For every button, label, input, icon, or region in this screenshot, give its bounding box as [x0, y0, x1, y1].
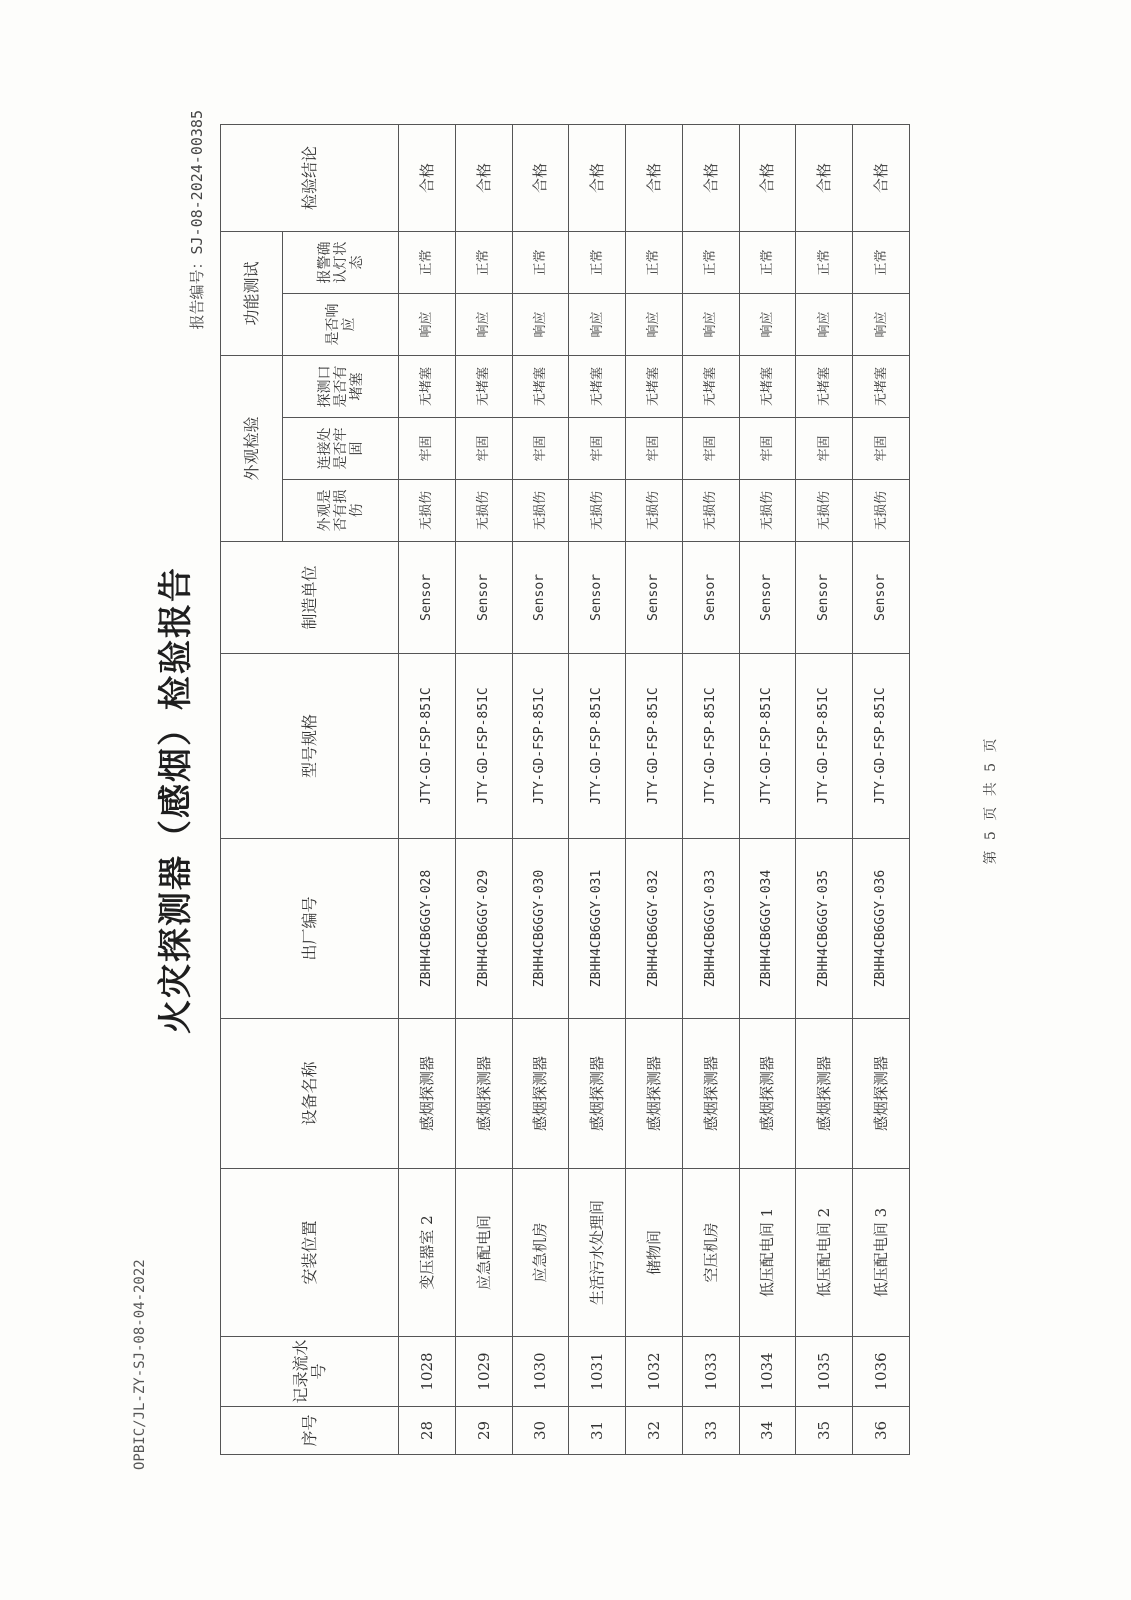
cell-location: 应急机房 — [512, 1169, 569, 1337]
cell-record: 1032 — [626, 1337, 683, 1407]
cell-record: 1031 — [569, 1337, 626, 1407]
cell-conclusion: 合格 — [739, 124, 796, 231]
cell-device: 感烟探测器 — [796, 1019, 853, 1169]
cell-device: 感烟探测器 — [399, 1019, 456, 1169]
header-maker: 制造单位 — [221, 542, 399, 654]
header-port-blocked: 探测口是否有堵塞 — [283, 355, 399, 417]
page-title: 火灾探测器（感烟）检验报告 — [156, 566, 196, 1034]
cell-lamp: 正常 — [853, 231, 910, 293]
cell-conclusion: 合格 — [682, 124, 739, 231]
cell-port: 无堵塞 — [512, 355, 569, 417]
cell-location: 应急配电间 — [455, 1169, 512, 1337]
cell-connection: 牢固 — [853, 418, 910, 480]
cell-serial: ZBHH4CB6GGY-030 — [512, 839, 569, 1019]
cell-model: JTY-GD-FSP-851C — [455, 654, 512, 839]
header-function-group: 功能测试 — [221, 231, 283, 355]
cell-maker: Sensor — [853, 542, 910, 654]
cell-damage: 无损伤 — [739, 480, 796, 542]
table-row — [455, 124, 512, 1454]
cell-connection: 牢固 — [682, 418, 739, 480]
cell-damage: 无损伤 — [682, 480, 739, 542]
cell-response: 响应 — [569, 293, 626, 355]
cell-connection: 牢固 — [569, 418, 626, 480]
cell-response: 响应 — [682, 293, 739, 355]
table-row — [739, 124, 796, 1454]
cell-connection: 牢固 — [739, 418, 796, 480]
header-model: 型号规格 — [221, 654, 399, 839]
cell-model: JTY-GD-FSP-851C — [853, 654, 910, 839]
cell-lamp: 正常 — [626, 231, 683, 293]
cell-maker: Sensor — [455, 542, 512, 654]
cell-damage: 无损伤 — [626, 480, 683, 542]
header-appearance-damage: 外观是否有损伤 — [283, 480, 399, 542]
cell-serial: ZBHH4CB6GGY-029 — [455, 839, 512, 1019]
cell-seq: 28 — [399, 1407, 456, 1455]
cell-device: 感烟探测器 — [739, 1019, 796, 1169]
cell-lamp: 正常 — [796, 231, 853, 293]
cell-port: 无堵塞 — [569, 355, 626, 417]
cell-port: 无堵塞 — [796, 355, 853, 417]
cell-serial: ZBHH4CB6GGY-033 — [682, 839, 739, 1019]
page-footer: 第 5 页 共 5 页 — [983, 735, 999, 865]
cell-maker: Sensor — [569, 542, 626, 654]
cell-port: 无堵塞 — [739, 355, 796, 417]
header-location: 安装位置 — [221, 1169, 399, 1337]
cell-response: 响应 — [796, 293, 853, 355]
cell-serial: ZBHH4CB6GGY-032 — [626, 839, 683, 1019]
cell-port: 无堵塞 — [853, 355, 910, 417]
cell-record: 1028 — [399, 1337, 456, 1407]
cell-damage: 无损伤 — [455, 480, 512, 542]
cell-location: 储物间 — [626, 1169, 683, 1337]
cell-conclusion: 合格 — [626, 124, 683, 231]
cell-conclusion: 合格 — [796, 124, 853, 231]
cell-conclusion: 合格 — [569, 124, 626, 231]
header-seq: 序号 — [221, 1407, 399, 1455]
table-row — [626, 124, 683, 1454]
cell-damage: 无损伤 — [796, 480, 853, 542]
cell-model: JTY-GD-FSP-851C — [399, 654, 456, 839]
table-body — [399, 124, 910, 1454]
cell-lamp: 正常 — [739, 231, 796, 293]
cell-seq: 35 — [796, 1407, 853, 1455]
cell-model: JTY-GD-FSP-851C — [796, 654, 853, 839]
header-record: 记录流水号 — [221, 1337, 399, 1407]
cell-port: 无堵塞 — [626, 355, 683, 417]
cell-serial: ZBHH4CB6GGY-028 — [399, 839, 456, 1019]
cell-conclusion: 合格 — [455, 124, 512, 231]
cell-serial: ZBHH4CB6GGY-034 — [739, 839, 796, 1019]
cell-record: 1029 — [455, 1337, 512, 1407]
cell-seq: 33 — [682, 1407, 739, 1455]
cell-maker: Sensor — [512, 542, 569, 654]
cell-model: JTY-GD-FSP-851C — [739, 654, 796, 839]
cell-seq: 29 — [455, 1407, 512, 1455]
cell-port: 无堵塞 — [455, 355, 512, 417]
cell-location: 低压配电间 2 — [796, 1169, 853, 1337]
cell-damage: 无损伤 — [399, 480, 456, 542]
cell-lamp: 正常 — [399, 231, 456, 293]
cell-seq: 32 — [626, 1407, 683, 1455]
cell-damage: 无损伤 — [569, 480, 626, 542]
cell-serial: ZBHH4CB6GGY-036 — [853, 839, 910, 1019]
cell-seq: 34 — [739, 1407, 796, 1455]
cell-conclusion: 合格 — [512, 124, 569, 231]
header-alarm-confirm: 报警确认灯状态 — [283, 231, 399, 293]
cell-device: 感烟探测器 — [512, 1019, 569, 1169]
cell-maker: Sensor — [682, 542, 739, 654]
cell-lamp: 正常 — [455, 231, 512, 293]
cell-record: 1030 — [512, 1337, 569, 1407]
cell-connection: 牢固 — [512, 418, 569, 480]
cell-location: 空压机房 — [682, 1169, 739, 1337]
cell-port: 无堵塞 — [682, 355, 739, 417]
cell-device: 感烟探测器 — [455, 1019, 512, 1169]
cell-maker: Sensor — [739, 542, 796, 654]
header-serial: 出厂编号 — [221, 839, 399, 1019]
cell-device: 感烟探测器 — [682, 1019, 739, 1169]
cell-location: 变压器室 2 — [399, 1169, 456, 1337]
cell-serial: ZBHH4CB6GGY-031 — [569, 839, 626, 1019]
cell-response: 响应 — [512, 293, 569, 355]
cell-model: JTY-GD-FSP-851C — [569, 654, 626, 839]
cell-seq: 31 — [569, 1407, 626, 1455]
cell-location: 低压配电间 1 — [739, 1169, 796, 1337]
table-row — [512, 124, 569, 1454]
cell-record: 1035 — [796, 1337, 853, 1407]
cell-lamp: 正常 — [569, 231, 626, 293]
cell-model: JTY-GD-FSP-851C — [512, 654, 569, 839]
cell-lamp: 正常 — [512, 231, 569, 293]
cell-response: 响应 — [399, 293, 456, 355]
cell-maker: Sensor — [626, 542, 683, 654]
inspection-table — [220, 124, 910, 1455]
cell-device: 感烟探测器 — [853, 1019, 910, 1169]
cell-device: 感烟探测器 — [569, 1019, 626, 1169]
cell-connection: 牢固 — [455, 418, 512, 480]
table-row — [682, 124, 739, 1454]
cell-response: 响应 — [739, 293, 796, 355]
cell-port: 无堵塞 — [399, 355, 456, 417]
table-row — [399, 124, 456, 1454]
cell-record: 1033 — [682, 1337, 739, 1407]
table-row — [796, 124, 853, 1454]
cell-seq: 36 — [853, 1407, 910, 1455]
cell-maker: Sensor — [399, 542, 456, 654]
report-number: 报告编号：SJ-08-2024-00385 — [188, 110, 206, 330]
cell-response: 响应 — [455, 293, 512, 355]
cell-record: 1036 — [853, 1337, 910, 1407]
cell-seq: 30 — [512, 1407, 569, 1455]
header-device: 设备名称 — [221, 1019, 399, 1169]
cell-lamp: 正常 — [682, 231, 739, 293]
cell-connection: 牢固 — [626, 418, 683, 480]
cell-maker: Sensor — [796, 542, 853, 654]
header-response: 是否响应 — [283, 293, 399, 355]
header-conclusion: 检验结论 — [221, 124, 399, 231]
table-row — [569, 124, 626, 1454]
cell-conclusion: 合格 — [399, 124, 456, 231]
cell-damage: 无损伤 — [853, 480, 910, 542]
cell-connection: 牢固 — [399, 418, 456, 480]
cell-connection: 牢固 — [796, 418, 853, 480]
cell-response: 响应 — [853, 293, 910, 355]
cell-record: 1034 — [739, 1337, 796, 1407]
header-connection: 连接处是否牢固 — [283, 418, 399, 480]
cell-location: 生活污水处理间 — [569, 1169, 626, 1337]
cell-damage: 无损伤 — [512, 480, 569, 542]
cell-serial: ZBHH4CB6GGY-035 — [796, 839, 853, 1019]
cell-conclusion: 合格 — [853, 124, 910, 231]
cell-response: 响应 — [626, 293, 683, 355]
table-row — [853, 124, 910, 1454]
header-appearance-group: 外观检验 — [221, 355, 283, 541]
cell-location: 低压配电间 3 — [853, 1169, 910, 1337]
cell-device: 感烟探测器 — [626, 1019, 683, 1169]
form-code: OPBIC/JL-ZY-SJ-08-04-2022 — [132, 1259, 148, 1470]
cell-model: JTY-GD-FSP-851C — [682, 654, 739, 839]
cell-model: JTY-GD-FSP-851C — [626, 654, 683, 839]
